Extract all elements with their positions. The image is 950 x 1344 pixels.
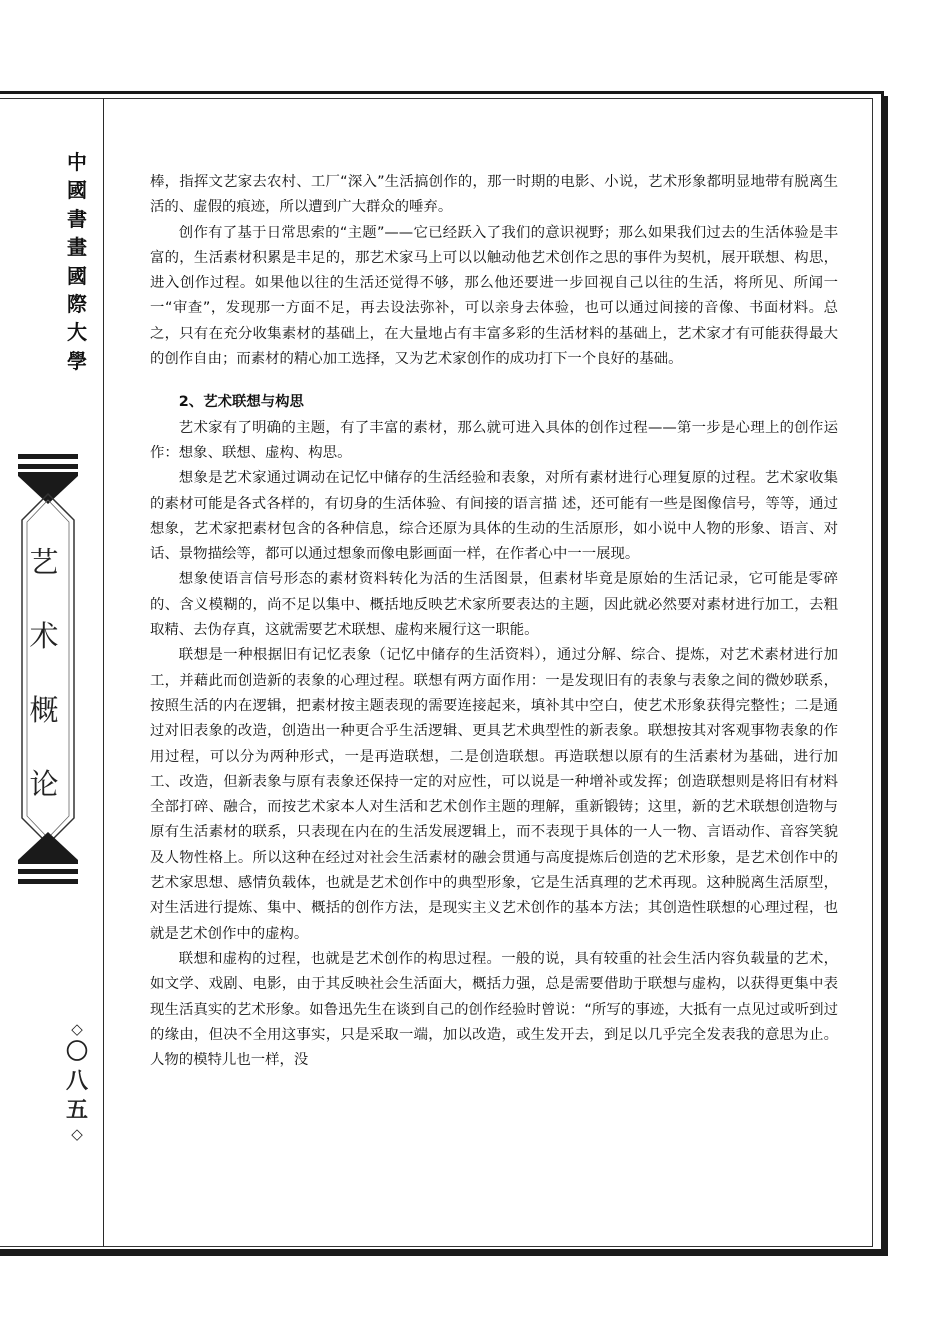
- paragraph: 棒，指挥文艺家去农村、工厂“深入”生活搞创作的，那一时期的电影、小说，艺术形象都明显地带有脱离生活的、虚假的痕迹，所以遭到广大群众的唾弃。: [150, 174, 838, 216]
- sidebar-divider: [103, 98, 104, 1247]
- paragraph: 想象使语言信号形态的素材资料转化为活的生活图景，但素材毕竟是原始的生活记录，它可能是零碎的、含义模糊的，尚不足以集中、概括地反映艺术家所要表达的主题，因此就必然要对素材进行加工，去粗取精、去伪存真，这就需要艺术联想、虚构来履行这一职能。: [150, 571, 838, 639]
- band-bar-bottom: [18, 879, 78, 884]
- university-char: 畫: [67, 235, 87, 260]
- page-number-digit: 〇: [65, 1040, 88, 1065]
- paragraph: 创作有了基于日常思索的“主题”——它已经跃入了我们的意识视野；那么如果我们过去的生活体验是丰富的，生活素材积累是丰足的，那艺术家马上可以以触动他艺术创作之思的事件为契机，展开联想、构思，进入创作过程。如果他以往的生活还觉得不够，那么他还要进一步回视自己以往的生活，将所见、所闻一一“审查”，发现那一方面不足，再去设法弥补，可以亲身去体验，也可以通过间接的音像、书面材料。总之，只有在充分收集素材的基础上，在大量地占有丰富多彩的生活材料的基础上，艺术家才有可能获得最大的创作自由；而素材的精心加工选择，又为艺术家创作的成功打下一个良好的基础。: [150, 224, 838, 368]
- university-char: 大: [67, 320, 87, 345]
- paragraph: 想象是艺术家通过调动在记忆中储存的生活经验和表象，对所有素材进行心理复原的过程。艺术家收集的素材可能是各式各样的，有切身的生活体验、有间接的语言描 述，还可能有一些是图像信号，等等，通过想象，艺术家把素材包含的各种信息，综合还原为具体的生动的生活原形，如小说中人物的形象、语言、对话、景物描绘等，都可以通过想象而像电影画面一样，在作者心中一一展现。: [150, 470, 838, 563]
- university-char: 際: [67, 291, 87, 316]
- university-char: 國: [67, 178, 87, 203]
- paragraph: 艺术家有了明确的主题，有了丰富的素材，那么就可进入具体的创作过程——第一步是心理上的创作运作：想象、联想、虚构、构思。: [150, 419, 838, 461]
- page-number-ornament: ◇: [71, 1125, 83, 1143]
- paragraph: 联想是一种根据旧有记忆表象（记忆中储存的生活资料），通过分解、综合、提炼，对艺术素材进行加工，并藉此而创造新的表象的心理过程。联想有两方面作用：一是发现旧有的表象与表象之间的微妙联系，按照生活的内在逻辑，把素材按主题表现的需要连接起来，填补其中空白，使艺术形象获得完整性；二是通过对旧表象的改造，创造出一种更合乎生活逻辑、更具艺术典型性的新表象。联想按其对客观事物表象的作用过程，可以分为两种形式，一是再造联想，二是创造联想。再造联想以原有的生活素材为基础，进行加工、改造，但新表象与原有表象还保持一定的对应性，可以说是一种增补或发挥；创造联想则是将旧有材料全部打碎、融合，而按艺术家本人对生活和艺术创作主题的理解，重新锻铸；这里，新的艺术联想创造物与原有生活素材的联系，只表现在内在的生活发展逻辑上，而不表现于具体的一人一物、言语动作、音容笑貌及人物性格上。所以这种在经过对社会生活素材的融会贯通与高度提炼后创造的艺术形象，是艺术创作中的艺术家思想、感情负载体，也就是艺术创作中的典型形象，它是生活真理的艺术再现。这种脱离生活原型，对生活进行提炼、集中、概括的创作方法，是现实主义艺术创作的基本方法；其创造性联想的心理过程，也就是艺术创作中的虚构。: [150, 647, 838, 942]
- university-name: [62, 152, 92, 379]
- book-title-char: 概: [29, 693, 59, 727]
- university-char: 國: [67, 263, 87, 288]
- book-title-char: 艺: [29, 545, 59, 579]
- page-border-shadow-bottom: [0, 1252, 888, 1256]
- body-text: [150, 170, 838, 1073]
- band-bar-top-2: [18, 464, 78, 469]
- page-number: [60, 1020, 94, 1143]
- band-bar-bottom-2: [18, 869, 78, 874]
- page-number-digit: 五: [65, 1098, 88, 1123]
- book-title-char: 论: [29, 767, 59, 801]
- section-heading: 2、艺术联想与构思: [178, 394, 304, 411]
- page-border-shadow-right: [884, 96, 888, 1256]
- university-char: 書: [67, 206, 87, 231]
- university-char: 中: [67, 150, 87, 174]
- university-char: 學: [67, 348, 87, 373]
- book-title-char: 术: [29, 619, 59, 653]
- page-number-digit: 八: [65, 1069, 88, 1094]
- book-title: [24, 545, 64, 844]
- band-bar-top: [18, 454, 78, 459]
- paragraph: 联想和虚构的过程，也就是艺术创作的构思过程。一般的说，具有较重的社会生活内容负载量的艺术，如文学、戏剧、电影，由于其反映社会生活面大，概括力强，总是需要借助于联想与虚构，以获得更集中表现生活真实的艺术形象。如鲁迅先生在谈到自己的创作经验时曾说：“所写的事迹，大抵有一点见过或听到过的缘由，但决不全用这事实，只是采取一端，加以改造，或生发开去，到足以几乎完全发表我的意思为止。人物的模特儿也一样，没: [150, 950, 838, 1069]
- page-number-ornament: ◇: [71, 1020, 83, 1038]
